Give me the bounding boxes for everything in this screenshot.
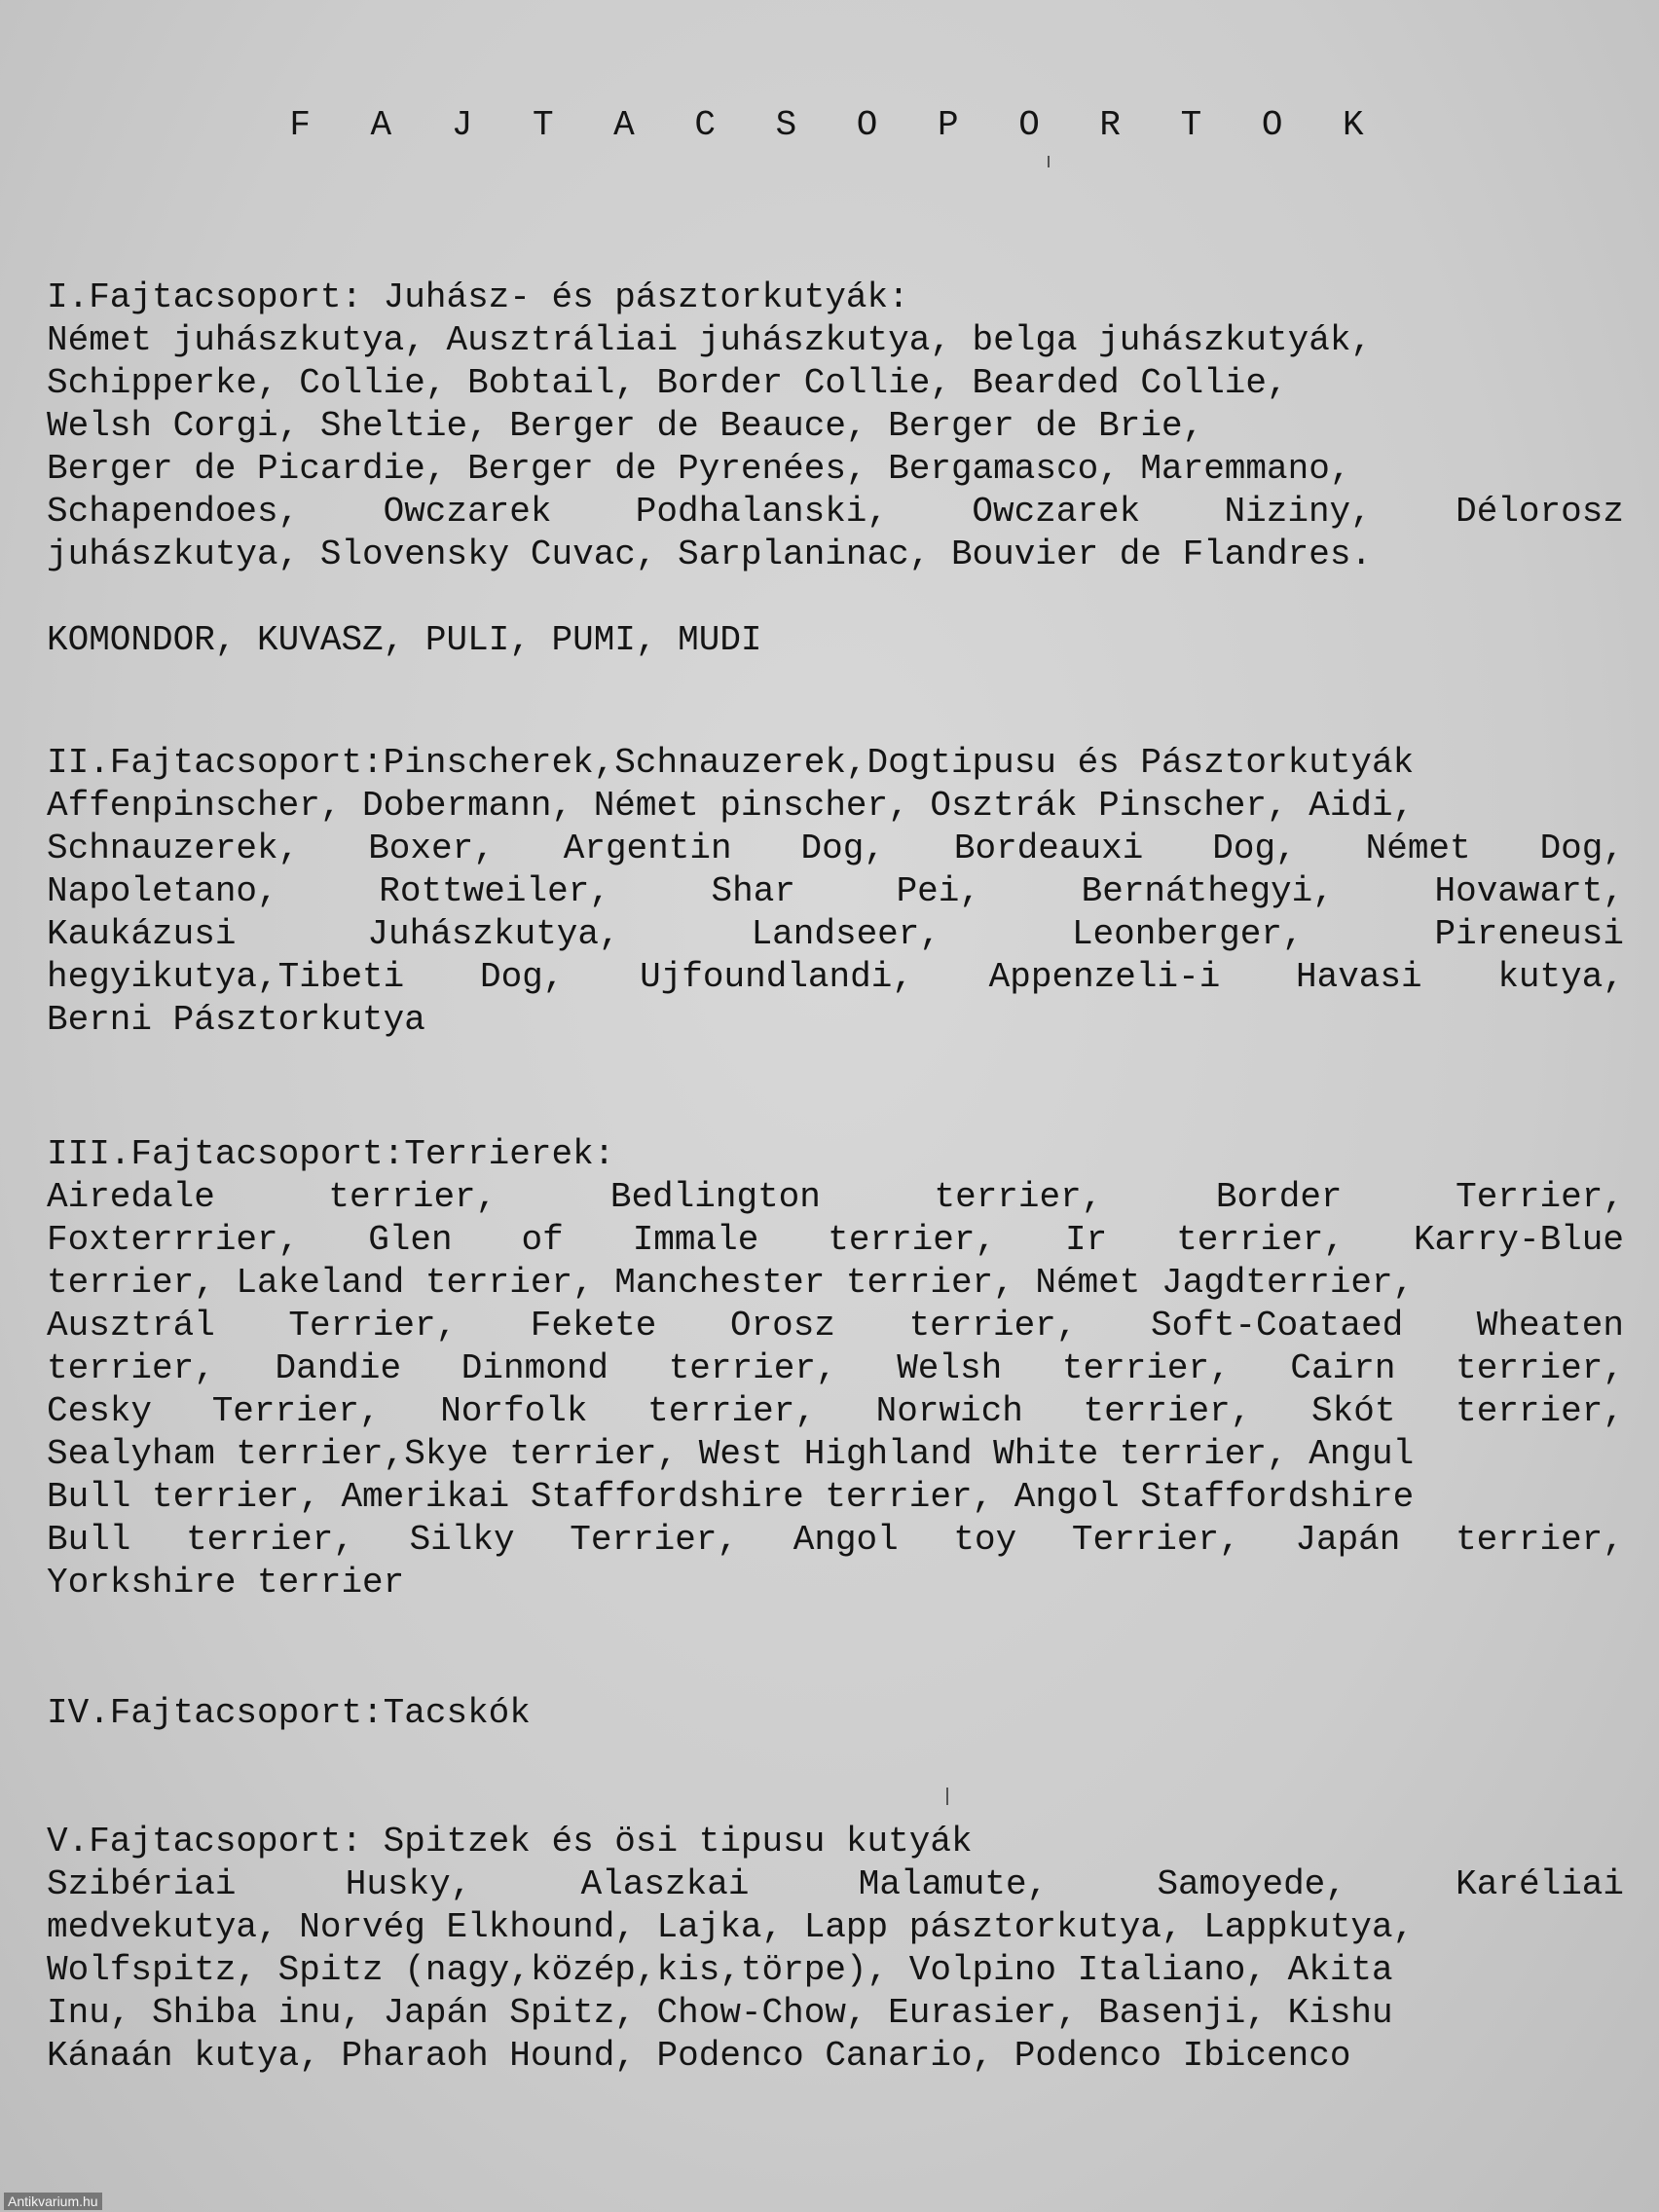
group-3-line <box>47 1347 1624 1390</box>
word: Angol <box>793 1520 899 1560</box>
word: terrier, <box>47 1348 215 1388</box>
word: Immale <box>632 1220 759 1260</box>
group-1-line: Welsh Corgi, Sheltie, Berger de Beauce, Berger de Brie, <box>47 406 1204 446</box>
word: Skót <box>1311 1391 1396 1431</box>
group-1-line <box>47 491 1624 534</box>
word: terrier, <box>668 1348 837 1388</box>
word: Délorosz <box>1456 492 1624 532</box>
group-2-line <box>47 956 1624 999</box>
word: Fekete <box>530 1306 657 1346</box>
page-title: F A J T A C S O P O R T O K <box>289 105 1383 145</box>
group-3-line: Bull terrier, Amerikai Staffordshire terrier, Angol Staffordshire <box>47 1477 1415 1517</box>
group-1 <box>47 276 1624 662</box>
group-2-line: Berni Pásztorkutya <box>47 1000 425 1040</box>
word: Dog, <box>800 829 885 868</box>
word: Dandie <box>275 1348 402 1388</box>
word: terrier, <box>1083 1391 1252 1431</box>
word: Shar <box>711 871 795 911</box>
stray-mark <box>946 1788 948 1805</box>
word: Juhászkutya, <box>367 914 620 954</box>
word: Japán <box>1295 1520 1401 1560</box>
word: Dinmond <box>461 1348 609 1388</box>
word: terrier, <box>328 1177 498 1217</box>
word: Bedlington <box>609 1177 821 1217</box>
group-3-line: terrier, Lakeland terrier, Manchester terrier, Német Jagdterrier, <box>47 1263 1415 1303</box>
group-4-heading: IV.Fajtacsoport:Tacskók <box>47 1693 531 1733</box>
word: Karry-Blue <box>1413 1220 1624 1260</box>
word: Welsh <box>897 1348 1003 1388</box>
word: Terrier, <box>570 1520 739 1560</box>
group-3-line: Yorkshire terrier <box>47 1563 405 1603</box>
word: Wheaten <box>1476 1306 1624 1346</box>
word: Pei, <box>896 871 980 911</box>
group-2-line: Affenpinscher, Dobermann, Német pinscher, Osztrák Pinscher, Aidi, <box>47 786 1415 826</box>
word: Norfolk <box>440 1391 588 1431</box>
word: Hovawart, <box>1434 871 1624 911</box>
word: Német <box>1365 829 1471 868</box>
group-1-line: Schipperke, Collie, Bobtail, Border Collie, Bearded Collie, <box>47 363 1288 403</box>
word: terrier, <box>647 1391 816 1431</box>
word: Samoyede, <box>1157 1864 1346 1904</box>
group-1-line: juhászkutya, Slovensky Cuvac, Sarplaninac, Bouvier de Flandres. <box>47 535 1373 574</box>
word: Husky, <box>345 1864 472 1904</box>
word: terrier, <box>934 1177 1103 1217</box>
word: Appenzeli-i <box>988 957 1221 997</box>
word: Foxterrrier, <box>47 1220 300 1260</box>
stray-mark <box>1048 156 1050 167</box>
group-3-line <box>47 1305 1624 1347</box>
group-3-line <box>47 1519 1624 1562</box>
word: Cairn <box>1290 1348 1396 1388</box>
word: Boxer, <box>368 829 495 868</box>
word: Dog, <box>1539 829 1624 868</box>
word: Terrier, <box>288 1306 458 1346</box>
word: Glen <box>368 1220 453 1260</box>
word: terrier, <box>1061 1348 1231 1388</box>
word: terrier, <box>828 1220 997 1260</box>
word: Owczarek <box>383 492 552 532</box>
word: Leonberger, <box>1071 914 1304 954</box>
group-5-line <box>47 1863 1624 1906</box>
word: Malamute, <box>858 1864 1049 1904</box>
word: Bull <box>47 1520 131 1560</box>
group-1-heading: I.Fajtacsoport: Juhász- és pásztorkutyák: <box>47 277 909 317</box>
word: Karéliai <box>1456 1864 1624 1904</box>
word: Rottweiler, <box>379 871 610 911</box>
word: Norwich <box>875 1391 1023 1431</box>
word: Ausztrál <box>47 1306 215 1346</box>
group-5-line: medvekutya, Norvég Elkhound, Lajka, Lapp pásztorkutya, Lappkutya, <box>47 1907 1415 1947</box>
word: Dog, <box>479 957 565 997</box>
word: of <box>521 1220 564 1260</box>
word: Soft-Coataed <box>1150 1306 1404 1346</box>
word: toy <box>953 1520 1017 1560</box>
word: Terrier, <box>1456 1177 1624 1217</box>
word: terrier, <box>1456 1348 1624 1388</box>
group-2 <box>47 742 1624 1042</box>
group-2-heading: II.Fajtacsoport:Pinscherek,Schnauzerek,Dogtipusu és Pásztorkutyák <box>47 743 1415 783</box>
word: Ir <box>1065 1220 1108 1260</box>
word: Kaukázusi <box>47 914 237 954</box>
group-2-line <box>47 913 1624 956</box>
word: Dog, <box>1212 829 1297 868</box>
group-1-line: Berger de Picardie, Berger de Pyrenées, Bergamasco, Maremmano, <box>47 449 1351 489</box>
word: Bordeauxi <box>953 829 1144 868</box>
word: Terrier, <box>211 1391 381 1431</box>
word: Border <box>1215 1177 1343 1217</box>
word: Ujfoundlandi, <box>640 957 913 997</box>
group-3-line <box>47 1176 1624 1219</box>
group-2-line <box>47 828 1624 870</box>
group-3-line <box>47 1219 1624 1262</box>
word: Pireneusi <box>1434 914 1624 954</box>
word: terrier, <box>1456 1391 1624 1431</box>
group-4 <box>47 1692 1624 1735</box>
group-3-line <box>47 1390 1624 1433</box>
word: Alaszkai <box>580 1864 750 1904</box>
word: Terrier, <box>1071 1520 1240 1560</box>
word: Napoletano, <box>47 871 278 911</box>
word: Argentin <box>563 829 732 868</box>
group-3 <box>47 1133 1624 1604</box>
group-5 <box>47 1821 1624 2078</box>
word: Landseer, <box>751 914 940 954</box>
group-3-heading: III.Fajtacsoport:Terrierek: <box>47 1134 615 1174</box>
word: Podhalanski, <box>635 492 889 532</box>
group-1-line: Német juhászkutya, Ausztráliai juhászkutya, belga juhászkutyák, <box>47 320 1373 360</box>
group-1-extra: KOMONDOR, KUVASZ, PULI, PUMI, MUDI <box>47 620 762 660</box>
group-2-line <box>47 870 1624 913</box>
word: Owczarek <box>972 492 1141 532</box>
word: Airedale <box>47 1177 215 1217</box>
word: terrier, <box>1176 1220 1346 1260</box>
word: Havasi <box>1296 957 1422 997</box>
group-5-line: Inu, Shiba inu, Japán Spitz, Chow-Chow, Eurasier, Basenji, Kishu <box>47 1993 1393 2033</box>
group-5-line: Wolfspitz, Spitz (nagy,közép,kis,törpe), Volpino Italiano, Akita <box>47 1950 1393 1990</box>
word: Schnauzerek, <box>47 829 300 868</box>
group-5-line: Kánaán kutya, Pharaoh Hound, Podenco Canario, Podenco Ibicenco <box>47 2036 1351 2076</box>
word: Orosz <box>729 1306 835 1346</box>
word: Niziny, <box>1224 492 1372 532</box>
group-5-heading: V.Fajtacsoport: Spitzek és ösi tipusu kutyák <box>47 1822 973 1862</box>
watermark: Antikvarium.hu <box>4 2193 102 2210</box>
word: Bernáthegyi, <box>1081 871 1334 911</box>
word: Szibériai <box>47 1864 237 1904</box>
word: kutya, <box>1497 957 1624 997</box>
word: terrier, <box>908 1306 1078 1346</box>
word: terrier, <box>186 1520 354 1560</box>
word: terrier, <box>1456 1520 1624 1560</box>
word: Cesky <box>47 1391 153 1431</box>
word: Schapendoes, <box>47 492 300 532</box>
group-3-line: Sealyham terrier,Skye terrier, West Highland White terrier, Angul <box>47 1434 1415 1474</box>
word: hegyikutya,Tibeti <box>47 957 405 997</box>
word: Silky <box>409 1520 515 1560</box>
